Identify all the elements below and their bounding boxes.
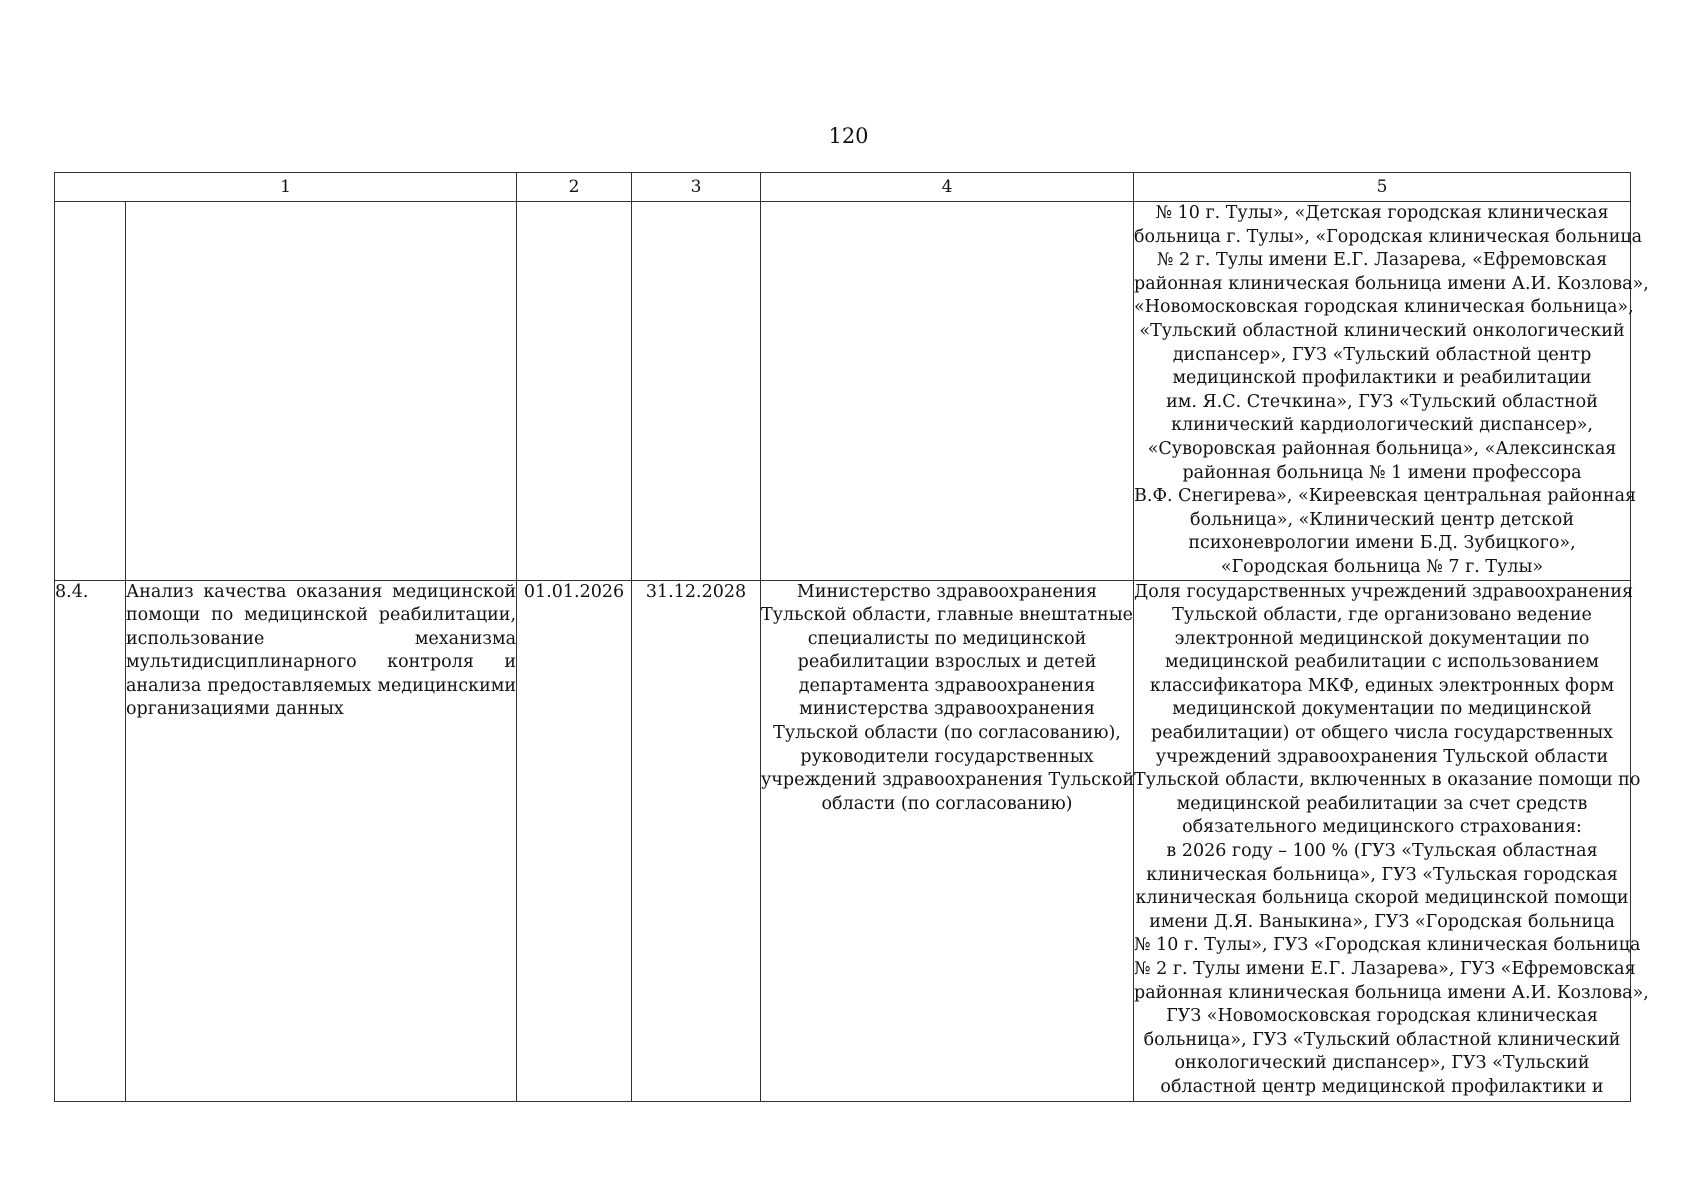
text-line: департамента здравоохранения (798, 675, 1096, 696)
text-line: № 10 г. Тулы», «Детская городская клиническая (1155, 203, 1609, 223)
text-line: министерства здравоохранения (799, 699, 1095, 720)
text-line: онкологический диспансер», ГУЗ «Тульский (1174, 1053, 1590, 1074)
text-line: психоневрологии имени Б.Д. Зубицкого», (1188, 533, 1576, 554)
text-line: классификатора МКФ, единых электронных форм (1149, 675, 1615, 696)
cont-cell-end-date (632, 202, 761, 581)
text-line: обязательного медицинского страхования: (1182, 817, 1582, 838)
text-line: Тульской области, главные внештатные (761, 605, 1133, 626)
cont-cell-number (55, 202, 126, 581)
end-date: 31.12.2028 (632, 580, 761, 1101)
header-row (55, 173, 1631, 202)
text-line: области (по согласованию) (821, 793, 1073, 814)
text-line: № 10 г. Тулы», ГУЗ «Городская клиническая больница (1134, 935, 1641, 956)
text-line: № 2 г. Тулы имени Е.Г. Лазарева», ГУЗ «Ефремовская (1134, 959, 1636, 979)
text-line: «Тульский областной клинический онкологический (1139, 320, 1625, 341)
text-line: реабилитации) от общего числа государственных (1151, 723, 1613, 744)
text-line: им. Я.С. Стечкина», ГУЗ «Тульский областной (1166, 391, 1598, 412)
text-line: Тульской области (по согласованию), (773, 723, 1121, 744)
text-line: районная клиническая больница имени А.И. Козлова», (1134, 273, 1649, 294)
header-col-5: 5 (1134, 173, 1631, 202)
header-col-4: 4 (761, 173, 1134, 202)
text-line: Тульской области, где организовано ведение (1172, 605, 1592, 626)
header-col-3: 3 (632, 173, 761, 202)
text-line: учреждений здравоохранения Тульской (761, 770, 1135, 791)
responsible-executors (761, 580, 1134, 1101)
text-line: в 2026 году – 100 % (ГУЗ «Тульская областная (1166, 841, 1598, 862)
table-row-8-4 (55, 580, 1631, 1101)
table-row-continuation (55, 202, 1631, 581)
text-line: диспансер», ГУЗ «Тульский областной центр (1172, 344, 1592, 365)
header-col-1: 1 (55, 173, 517, 202)
text-line: больница», ГУЗ «Тульский областной клинический (1143, 1029, 1621, 1050)
text-line: ГУЗ «Новомосковская городская клиническая (1166, 1006, 1598, 1027)
text-line: «Суворовская районная больница», «Алексинская (1147, 438, 1617, 459)
text-line: медицинской реабилитации за счет средств (1176, 793, 1588, 814)
text-line: В.Ф. Снегирева», «Киреевская центральная районная (1134, 486, 1637, 507)
text-line: больница», «Клинический центр детской (1190, 509, 1574, 530)
text-line: районная больница № 1 имени профессора (1182, 462, 1582, 483)
text-line: Министерство здравоохранения (796, 581, 1098, 602)
text-line: клиническая больница скорой медицинской помощи (1135, 888, 1629, 909)
cont-cell-description (126, 202, 517, 581)
text-line: Доля государственных учреждений здравоохранения (1134, 581, 1634, 602)
text-line: медицинской реабилитации с использованием (1164, 652, 1600, 673)
text-line: «Городская больница № 7 г. Тулы» (1220, 556, 1544, 577)
text-line: электронной медицинской документации по (1174, 628, 1590, 649)
text-line: больница г. Тулы», «Городская клиническая больница (1134, 226, 1643, 247)
text-line: реабилитации взрослых и детей (797, 652, 1097, 673)
text-line: имени Д.Я. Ваныкина», ГУЗ «Городская больница (1149, 911, 1615, 932)
text-line: руководители государственных (800, 746, 1094, 767)
text-line: медицинской профилактики и реабилитации (1172, 368, 1592, 389)
measure-description: Анализ качества оказания медицинской помощи по медицинской реабилитации, использование механизма мультидисциплинарного контроля и анализа предоставляемых медицинскими организациями данных (126, 580, 517, 1101)
page-number: 120 (828, 124, 869, 148)
cont-cell-start-date (517, 202, 632, 581)
cont-cell-responsible (761, 202, 1134, 581)
text-line: медицинской документации по медицинской (1172, 699, 1592, 720)
text-line: областной центр медицинской профилактики и (1160, 1076, 1604, 1097)
row-number: 8.4. (55, 580, 126, 1101)
cont-cell-indicator (1134, 202, 1649, 581)
text-line: районная клиническая больница имени А.И. Козлова», (1134, 982, 1649, 1003)
text-line: специалисты по медицинской (807, 628, 1087, 649)
text-line: Тульской области, включенных в оказание помощи по (1134, 770, 1641, 791)
text-line: учреждений здравоохранения Тульской области (1155, 746, 1609, 767)
text-line: № 2 г. Тулы имени Е.Г. Лазарева, «Ефремовская (1156, 250, 1608, 271)
text-line: клиническая больница», ГУЗ «Тульская городская (1146, 864, 1618, 885)
start-date: 01.01.2026 (517, 580, 632, 1101)
text-line: «Новомосковская городская клиническая больница», (1134, 297, 1634, 318)
indicator-description (1134, 580, 1649, 1101)
text-line: клинический кардиологический диспансер», (1171, 415, 1593, 436)
header-col-2: 2 (517, 173, 632, 202)
measures-table (54, 172, 1649, 1102)
